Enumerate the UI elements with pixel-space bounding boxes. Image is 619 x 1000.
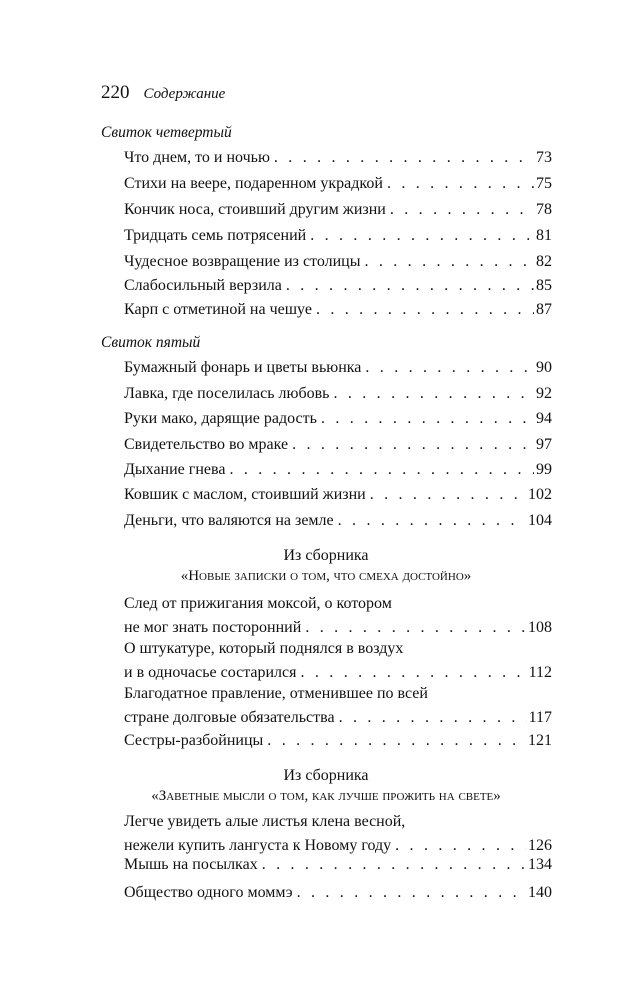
toc-entry[interactable]: [124, 592, 552, 640]
toc-entry-title: Бумажный фонарь и цветы вьюнка: [124, 359, 362, 376]
toc-entry-page: 140: [528, 884, 552, 901]
toc-entry[interactable]: [124, 509, 552, 533]
toc-entry[interactable]: [124, 407, 552, 431]
collection-heading: [100, 765, 552, 807]
toc-entry-page: 87: [536, 301, 552, 318]
toc-entry[interactable]: [124, 682, 552, 730]
toc-entry-page: 81: [536, 227, 552, 244]
toc-entry[interactable]: [124, 637, 552, 685]
toc-entry-page: 104: [528, 512, 552, 529]
leader-dots: [297, 881, 526, 905]
toc-entry-title: Что днем, то и ночью: [124, 149, 270, 166]
toc-entry[interactable]: [124, 458, 552, 482]
section-title: Свиток пятый: [101, 334, 201, 351]
leader-dots: [365, 356, 534, 380]
toc-entry-title: Свидетельство во мраке: [124, 436, 289, 453]
toc-entry[interactable]: [124, 853, 552, 877]
toc-entry-title: Дыхание гнева: [124, 461, 226, 478]
toc-entry-page: 85: [536, 277, 552, 294]
toc-entry-page: 108: [528, 619, 552, 636]
toc-entry-page: 73: [536, 149, 552, 166]
toc-entry-title-line1: Легче увидеть алые листья клена весной,: [124, 813, 406, 830]
toc-entry[interactable]: [124, 198, 552, 222]
toc-entry-page: 97: [536, 436, 552, 453]
page-number: 220: [101, 82, 130, 103]
toc-entry[interactable]: [124, 146, 552, 170]
toc-entry-title: стране долговые обязательства: [124, 709, 335, 726]
toc-entry-title-line1: О штукатуре, который поднялся в воздух: [124, 640, 404, 657]
toc-entry-title: Руки мако, дарящие радость: [124, 410, 317, 427]
toc-entry[interactable]: [124, 172, 552, 196]
toc-entry[interactable]: [124, 298, 552, 322]
toc-entry[interactable]: [124, 433, 552, 457]
toc-entry[interactable]: [124, 483, 552, 507]
collection-heading: [100, 545, 552, 587]
leader-dots: [364, 250, 534, 274]
toc-entry-title: Тридцать семь потрясений: [124, 227, 307, 244]
toc-entry-title: Лавка, где поселилась любовь: [124, 385, 330, 402]
toc-entry-title: Кончик носа, стоивший другим жизни: [124, 201, 386, 218]
toc-entry-title: не мог знать посторонний: [124, 619, 302, 636]
toc-entry-page: 82: [536, 253, 552, 270]
toc-entry-title-line1: След от прижигания моксой, о котором: [124, 595, 392, 612]
toc-entry-title: Общество одного моммэ: [124, 884, 293, 901]
toc-entry[interactable]: [124, 881, 552, 905]
toc-entry-page: 102: [528, 486, 552, 503]
toc-entry-title: Стихи на веере, подаренном украдкой: [124, 175, 383, 192]
toc-entry-title: нежели купить лангуста к Новому году: [124, 837, 392, 854]
section-title: Свиток четвертый: [101, 124, 232, 141]
toc-entry-title: и в одночасье состарился: [124, 664, 297, 681]
toc-entry[interactable]: [124, 382, 552, 406]
toc-entry-page: 112: [528, 664, 552, 681]
toc-entry-title: Мышь на посылках: [124, 856, 258, 873]
toc-entry-title-line1: Благодатное правление, отменившее по всей: [124, 685, 428, 702]
leader-dots: [390, 198, 534, 222]
toc-entry[interactable]: [124, 356, 552, 380]
toc-entry-title: Слабосильный верзила: [124, 277, 282, 294]
toc-entry[interactable]: [124, 729, 552, 753]
toc-entry-page: 90: [536, 359, 552, 376]
toc-entry[interactable]: [124, 250, 552, 274]
leader-dots: [262, 853, 526, 877]
toc-entry-page: 75: [536, 175, 552, 192]
leader-dots: [370, 483, 526, 507]
leader-dots: [274, 146, 534, 170]
toc-entry-title: Чудесное возвращение из столицы: [124, 253, 361, 270]
leader-dots: [387, 172, 534, 196]
leader-dots: [321, 407, 534, 431]
toc-entry-title: Сестры-разбойницы: [124, 732, 264, 749]
toc-entry-page: 126: [528, 837, 552, 854]
leader-dots: [339, 706, 527, 730]
leader-dots: [333, 382, 534, 406]
toc-entry-title: Деньги, что валяются на земле: [124, 512, 334, 529]
leader-dots: [229, 458, 534, 482]
toc-entry-title: Карп с отметиной на чешуе: [124, 301, 312, 318]
collection-label: Из сборника: [283, 767, 369, 784]
leader-dots: [286, 274, 534, 298]
leader-dots: [338, 509, 526, 533]
page-header: [101, 82, 225, 104]
leader-dots: [292, 433, 534, 457]
leader-dots: [267, 729, 526, 753]
toc-entry[interactable]: [124, 224, 552, 248]
toc-entry-page: 99: [536, 461, 552, 478]
collection-label: Из сборника: [283, 547, 369, 564]
toc-entry-page: 121: [528, 732, 552, 749]
toc-entry-page: 94: [536, 410, 552, 427]
toc-entry[interactable]: [124, 274, 552, 298]
toc-entry-page: 117: [528, 709, 552, 726]
toc-entry-page: 134: [528, 856, 552, 873]
running-title: Содержание: [143, 86, 226, 102]
toc-entry[interactable]: [124, 810, 552, 858]
toc-entry-page: 92: [536, 385, 552, 402]
collection-title: «Заветные мысли о том, как лучше прожить на свете»: [151, 788, 501, 804]
toc-entry-title: Ковшик с маслом, стоивший жизни: [124, 486, 366, 503]
leader-dots: [310, 224, 534, 248]
leader-dots: [316, 298, 534, 322]
collection-title: «Новые записки о том, что смеха достойно»: [180, 568, 472, 584]
toc-entry-page: 78: [536, 201, 552, 218]
